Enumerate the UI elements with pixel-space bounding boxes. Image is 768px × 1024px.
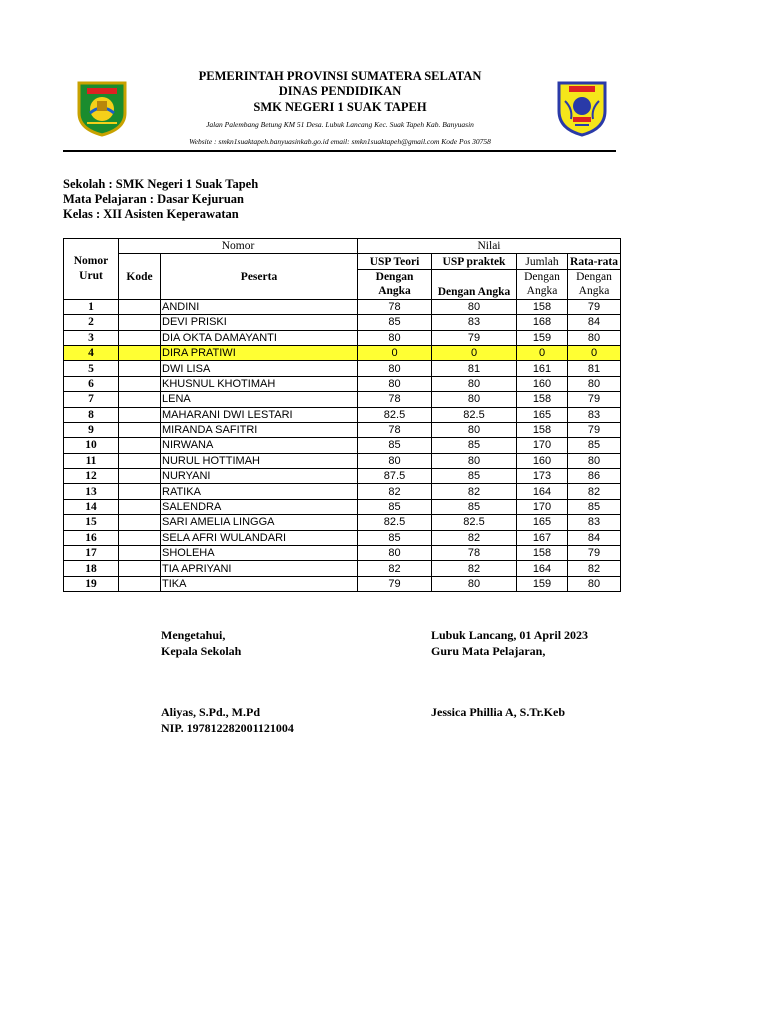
row-usp-praktek: 80 — [432, 392, 517, 407]
table-row — [64, 546, 621, 561]
header-rata-rata: Rata-rata — [568, 254, 621, 269]
row-usp-teori: 78 — [358, 299, 432, 314]
row-rata-rata: 79 — [568, 422, 621, 437]
row-number: 14 — [64, 499, 119, 514]
row-name: NIRWANA — [161, 438, 358, 453]
row-name: LENA — [161, 392, 358, 407]
row-usp-teori: 0 — [358, 345, 432, 360]
header-praktek-dengan-angka: Dengan Angka — [432, 269, 517, 299]
header-jumlah-dengan: Dengan — [524, 271, 560, 284]
row-name: SALENDRA — [161, 499, 358, 514]
row-jumlah: 161 — [517, 361, 568, 376]
row-usp-teori: 80 — [358, 376, 432, 391]
row-rata-rata: 79 — [568, 299, 621, 314]
header-nomor-urut — [64, 239, 119, 300]
row-number: 13 — [64, 484, 119, 499]
row-rata-rata: 80 — [568, 576, 621, 591]
row-number: 11 — [64, 453, 119, 468]
row-rata-rata: 84 — [568, 530, 621, 545]
row-name: DIA OKTA DAMAYANTI — [161, 330, 358, 345]
row-usp-praktek: 82 — [432, 530, 517, 545]
table-row — [64, 576, 621, 591]
row-rata-rata: 80 — [568, 330, 621, 345]
row-usp-praktek: 80 — [432, 422, 517, 437]
row-kode — [119, 499, 161, 514]
row-usp-teori: 82 — [358, 484, 432, 499]
row-number: 1 — [64, 299, 119, 314]
row-name: SELA AFRI WULANDARI — [161, 530, 358, 545]
header-usp-praktek: USP praktek — [432, 254, 517, 269]
table-row — [64, 361, 621, 376]
header-government-title: PEMERINTAH PROVINSI SUMATERA SELATAN — [198, 69, 482, 83]
header-rata-dengan-angka — [568, 269, 621, 299]
row-name: TIA APRIYANI — [161, 561, 358, 576]
school-emblem-logo — [553, 79, 611, 137]
row-rata-rata: 86 — [568, 469, 621, 484]
header-peserta: Peserta — [161, 254, 358, 299]
row-jumlah: 165 — [517, 515, 568, 530]
row-number: 2 — [64, 315, 119, 330]
row-jumlah: 160 — [517, 453, 568, 468]
row-usp-teori: 85 — [358, 315, 432, 330]
row-rata-rata: 80 — [568, 453, 621, 468]
header-teori-angka: Angka — [378, 285, 411, 298]
row-usp-teori: 85 — [358, 499, 432, 514]
row-usp-praktek: 78 — [432, 546, 517, 561]
row-number: 4 — [64, 345, 119, 360]
row-kode — [119, 438, 161, 453]
row-kode — [119, 299, 161, 314]
row-jumlah: 173 — [517, 469, 568, 484]
row-rata-rata: 83 — [568, 515, 621, 530]
table-row — [64, 453, 621, 468]
header-jumlah: Jumlah — [517, 254, 568, 269]
row-kode — [119, 361, 161, 376]
row-usp-praktek: 85 — [432, 438, 517, 453]
table-row — [64, 422, 621, 437]
row-jumlah: 165 — [517, 407, 568, 422]
sig-left-nip: NIP. 197812282001121004 — [161, 721, 294, 735]
row-name: NURUL HOTTIMAH — [161, 453, 358, 468]
row-usp-praktek: 85 — [432, 499, 517, 514]
row-usp-praktek: 82.5 — [432, 515, 517, 530]
table-row — [64, 469, 621, 484]
sig-left-role: Kepala Sekolah — [161, 644, 242, 658]
sig-left-name: Aliyas, S.Pd., M.Pd — [161, 705, 261, 719]
row-name: DIRA PRATIWI — [161, 345, 358, 360]
table-row — [64, 345, 621, 360]
row-jumlah: 159 — [517, 330, 568, 345]
row-kode — [119, 546, 161, 561]
row-kode — [119, 407, 161, 422]
row-kode — [119, 315, 161, 330]
row-kode — [119, 345, 161, 360]
table-row — [64, 499, 621, 514]
row-rata-rata: 85 — [568, 438, 621, 453]
row-usp-praktek: 79 — [432, 330, 517, 345]
header-rata-angka: Angka — [578, 285, 610, 298]
row-usp-praktek: 85 — [432, 469, 517, 484]
row-usp-praktek: 80 — [432, 376, 517, 391]
row-jumlah: 164 — [517, 561, 568, 576]
row-jumlah: 158 — [517, 422, 568, 437]
grades-table — [63, 238, 621, 592]
row-usp-teori: 85 — [358, 438, 432, 453]
header-teori-dengan: Dengan — [375, 271, 414, 284]
row-usp-praktek: 82 — [432, 484, 517, 499]
row-kode — [119, 392, 161, 407]
row-name: SHOLEHA — [161, 546, 358, 561]
header-jumlah-dengan-angka — [517, 269, 568, 299]
row-usp-praktek: 80 — [432, 453, 517, 468]
row-usp-teori: 78 — [358, 392, 432, 407]
sig-right-role: Guru Mata Pelajaran, — [431, 644, 546, 658]
row-usp-teori: 82 — [358, 561, 432, 576]
row-usp-teori: 78 — [358, 422, 432, 437]
row-kode — [119, 561, 161, 576]
header-teori-dengan-angka — [358, 269, 432, 299]
row-jumlah: 167 — [517, 530, 568, 545]
row-name: ANDINI — [161, 299, 358, 314]
table-row — [64, 392, 621, 407]
row-rata-rata: 81 — [568, 361, 621, 376]
header-kode: Kode — [119, 254, 161, 299]
row-usp-praktek: 80 — [432, 576, 517, 591]
row-jumlah: 158 — [517, 546, 568, 561]
row-name: KHUSNUL KHOTIMAH — [161, 376, 358, 391]
row-usp-praktek: 80 — [432, 299, 517, 314]
row-name: TIKA — [161, 576, 358, 591]
row-kode — [119, 469, 161, 484]
header-nilai: Nilai — [358, 239, 621, 254]
row-number: 17 — [64, 546, 119, 561]
row-name: NURYANI — [161, 469, 358, 484]
row-kode — [119, 515, 161, 530]
row-rata-rata: 79 — [568, 392, 621, 407]
header-nomor-urut-line1: Nomor — [73, 254, 109, 267]
row-rata-rata: 83 — [568, 407, 621, 422]
row-rata-rata: 82 — [568, 484, 621, 499]
header-contact: Website : smkn1suaktapeh.banyuasinkab.go.id email: smkn1suaktapeh@gmail.com Kode Pos 30758 — [189, 137, 491, 146]
row-usp-teori: 79 — [358, 576, 432, 591]
row-kode — [119, 330, 161, 345]
header-usp-teori: USP Teori — [358, 254, 432, 269]
row-name: SARI AMELIA LINGGA — [161, 515, 358, 530]
table-row — [64, 484, 621, 499]
row-usp-teori: 80 — [358, 453, 432, 468]
row-rata-rata: 80 — [568, 376, 621, 391]
row-kode — [119, 576, 161, 591]
sig-right-name: Jessica Phillia A, S.Tr.Keb — [431, 705, 566, 719]
header-jumlah-angka: Angka — [526, 285, 558, 298]
row-rata-rata: 79 — [568, 546, 621, 561]
row-number: 16 — [64, 530, 119, 545]
row-jumlah: 0 — [517, 345, 568, 360]
row-jumlah: 158 — [517, 299, 568, 314]
row-rata-rata: 0 — [568, 345, 621, 360]
row-jumlah: 164 — [517, 484, 568, 499]
row-kode — [119, 530, 161, 545]
row-number: 7 — [64, 392, 119, 407]
row-jumlah: 160 — [517, 376, 568, 391]
header-nomor-urut-line2: Urut — [79, 269, 103, 282]
row-number: 9 — [64, 422, 119, 437]
row-number: 5 — [64, 361, 119, 376]
row-usp-praktek: 82.5 — [432, 407, 517, 422]
table-row — [64, 407, 621, 422]
row-usp-praktek: 82 — [432, 561, 517, 576]
row-jumlah: 168 — [517, 315, 568, 330]
row-kode — [119, 484, 161, 499]
header-rata-dengan: Dengan — [576, 271, 612, 284]
info-school: Sekolah : SMK Negeri 1 Suak Tapeh — [63, 177, 259, 191]
row-jumlah: 158 — [517, 392, 568, 407]
sig-left-acknowledged: Mengetahui, — [161, 628, 226, 642]
row-jumlah: 170 — [517, 438, 568, 453]
row-usp-teori: 80 — [358, 330, 432, 345]
table-row — [64, 438, 621, 453]
table-row — [64, 299, 621, 314]
row-usp-teori: 82.5 — [358, 515, 432, 530]
info-class: Kelas : XII Asisten Keperawatan — [63, 207, 239, 221]
row-name: RATIKA — [161, 484, 358, 499]
row-name: MAHARANI DWI LESTARI — [161, 407, 358, 422]
header-divider — [63, 150, 616, 152]
row-number: 12 — [64, 469, 119, 484]
row-rata-rata: 84 — [568, 315, 621, 330]
row-usp-praktek: 83 — [432, 315, 517, 330]
row-number: 10 — [64, 438, 119, 453]
row-kode — [119, 453, 161, 468]
row-usp-teori: 80 — [358, 546, 432, 561]
row-number: 19 — [64, 576, 119, 591]
header-address: Jalan Palembang Betung KM 51 Desa. Lubuk Lancang Kec. Suak Tapeh Kab. Banyuasin — [206, 120, 474, 129]
row-number: 8 — [64, 407, 119, 422]
row-rata-rata: 82 — [568, 561, 621, 576]
row-kode — [119, 376, 161, 391]
table-row — [64, 561, 621, 576]
row-kode — [119, 422, 161, 437]
table-row — [64, 530, 621, 545]
row-name: DEVI PRISKI — [161, 315, 358, 330]
row-rata-rata: 85 — [568, 499, 621, 514]
row-usp-praktek: 0 — [432, 345, 517, 360]
sig-right-place-date: Lubuk Lancang, 01 April 2023 — [431, 628, 589, 642]
table-row — [64, 315, 621, 330]
header-nomor: Nomor — [119, 239, 358, 254]
table-row — [64, 515, 621, 530]
row-name: MIRANDA SAFITRI — [161, 422, 358, 437]
table-row — [64, 376, 621, 391]
row-number: 3 — [64, 330, 119, 345]
row-number: 6 — [64, 376, 119, 391]
row-usp-teori: 80 — [358, 361, 432, 376]
row-usp-teori: 87.5 — [358, 469, 432, 484]
row-jumlah: 170 — [517, 499, 568, 514]
table-row — [64, 330, 621, 345]
info-subject: Mata Pelajaran : Dasar Kejuruan — [63, 192, 244, 206]
row-jumlah: 159 — [517, 576, 568, 591]
header-department-title: DINAS PENDIDIKAN — [278, 84, 402, 98]
row-name: DWI LISA — [161, 361, 358, 376]
header-school-title: SMK NEGERI 1 SUAK TAPEH — [253, 100, 427, 114]
row-usp-praktek: 81 — [432, 361, 517, 376]
row-usp-teori: 82.5 — [358, 407, 432, 422]
row-number: 15 — [64, 515, 119, 530]
row-usp-teori: 85 — [358, 530, 432, 545]
row-number: 18 — [64, 561, 119, 576]
